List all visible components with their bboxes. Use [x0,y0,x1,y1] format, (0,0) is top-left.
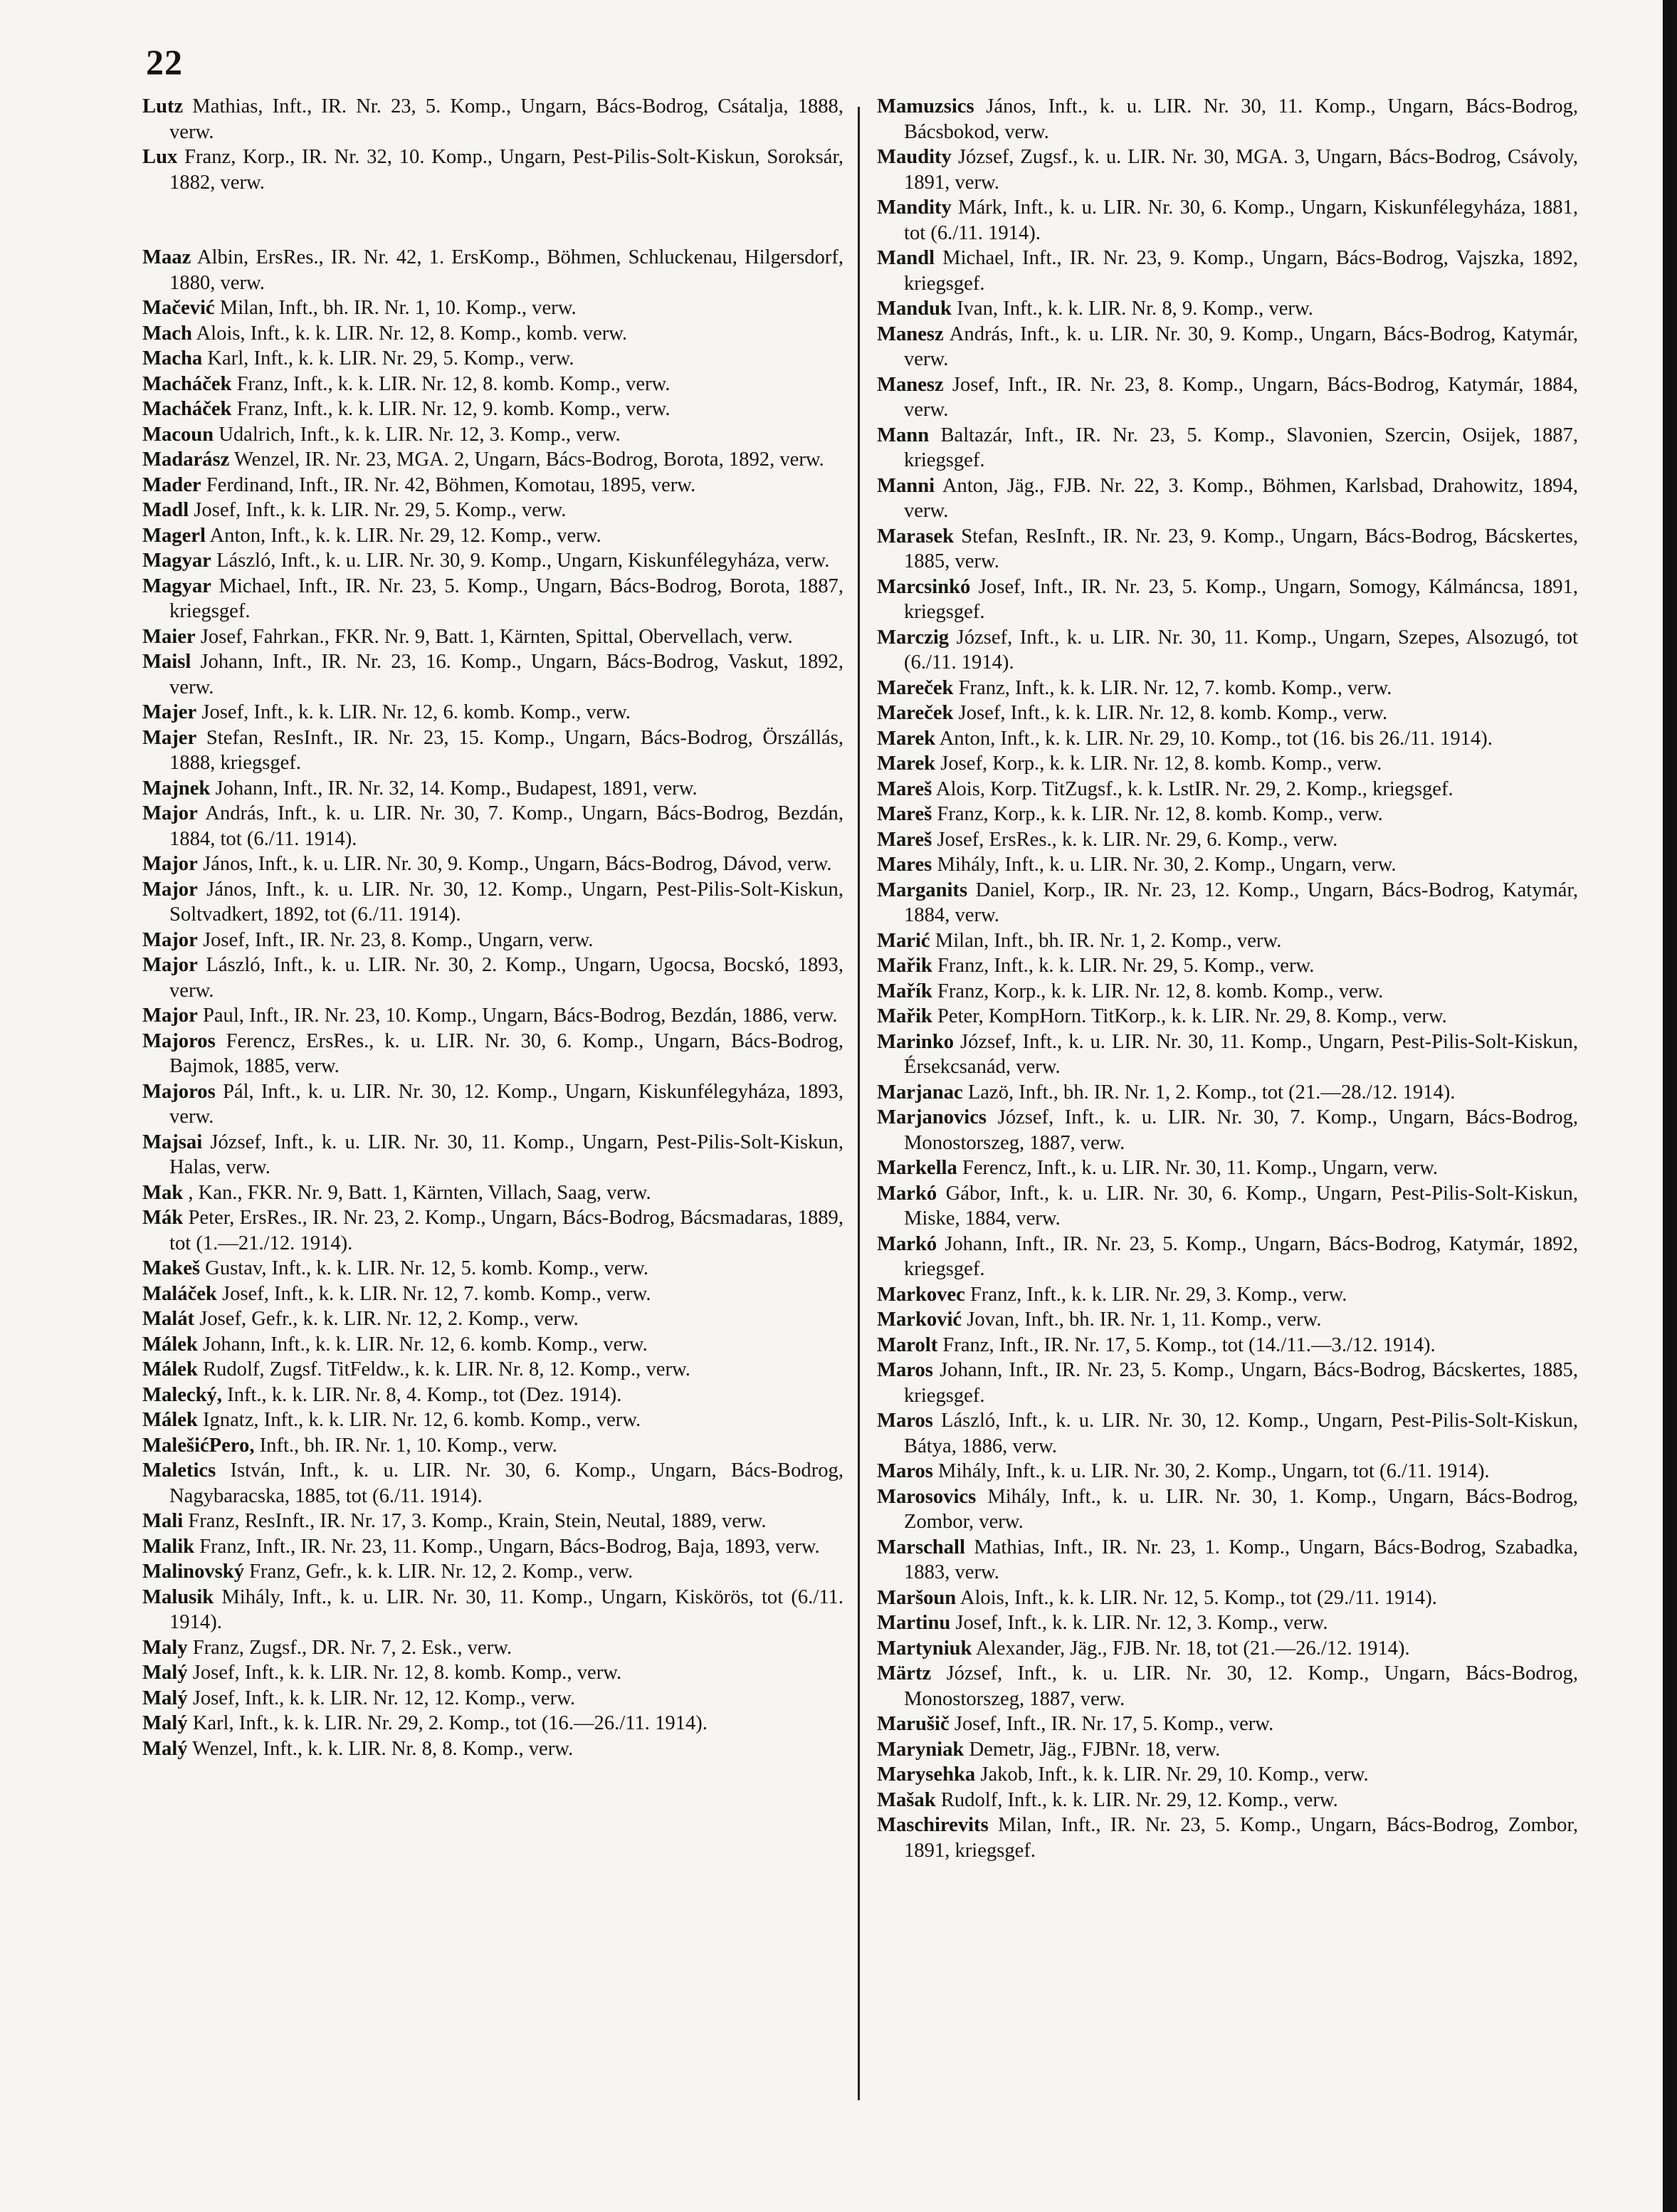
entry-details: Josef, Inft., k. k. LIR. Nr. 12, 3. Komp., verw. [955,1612,1328,1634]
entry-surname: Markella [877,1157,957,1179]
entry-details: Mathias, Inft., IR. Nr. 23, 5. Komp., Ungarn, Bács-Bodrog, Csátalja, 1888, verw. [169,95,843,143]
entry-details: Josef, Inft., k. k. LIR. Nr. 12, 6. komb. Komp., verw. [201,701,631,723]
entry-surname: Majoros [142,1029,216,1052]
entry-details: Alois, Inft., k. k. LIR. Nr. 12, 5. Komp., tot (29./11. 1914). [960,1586,1437,1609]
list-item [142,548,843,574]
list-item [142,523,843,549]
list-item [877,145,1578,195]
entry-details: Inft., bh. IR. Nr. 1, 10. Komp., verw. [259,1434,557,1457]
entry-details: Ferencz, Inft., k. u. LIR. Nr. 30, 11. Komp., Ungarn, verw. [962,1157,1439,1179]
entry-details: Josef, Gefr., k. k. LIR. Nr. 12, 2. Komp., verw. [199,1308,579,1330]
list-item [877,676,1578,701]
entry-details: József, Inft., k. u. LIR. Nr. 30, 12. Komp., Ungarn, Bács-Bodrog, Monostorszeg, 1887, verw. [904,1662,1578,1710]
list-item [142,1660,843,1686]
list-item [877,802,1578,827]
list-item [877,1029,1578,1080]
column-divider [858,107,860,2100]
list-item [142,473,843,498]
entry-surname: Maryniak [877,1738,964,1761]
list-item [877,1585,1578,1611]
entry-surname: Malusik [142,1585,214,1608]
entry-details: Anton, Jäg., FJB. Nr. 22, 3. Komp., Böhmen, Karlsbad, Drahowitz, 1894, verw. [904,474,1578,522]
entry-details: Josef, Fahrkan., FKR. Nr. 9, Batt. 1, Kärnten, Spittal, Obervellach, verw. [200,625,793,648]
entry-surname: Mareš [877,803,932,825]
entry-surname: Mandl [877,247,935,269]
entry-surname: Madarász [142,449,230,471]
list-item [877,1762,1578,1788]
entry-details: Pál, Inft., k. u. LIR. Nr. 30, 12. Komp., Ungarn, Kiskunfélegyháza, 1893, verw. [169,1080,843,1128]
entry-surname: Madl [142,499,189,521]
list-item [877,1408,1578,1459]
entry-surname: Malecký, [142,1383,222,1406]
entry-details: Peter, ErsRes., IR. Nr. 23, 2. Komp., Ungarn, Bács-Bodrog, Bácsmadaras, 1889, tot (1.—21./12. 1914). [169,1207,843,1254]
entry-surname: Marić [877,929,930,952]
list-item [142,372,843,397]
list-item [877,1282,1578,1308]
list-item [877,726,1578,752]
entry-details: Milan, Inft., IR. Nr. 23, 5. Komp., Ungarn, Bács-Bodrog, Zombor, 1891, kriegsgef. [904,1814,1578,1862]
list-item [142,1383,843,1408]
entry-surname: Marek [877,753,936,775]
entry-surname: Mader [142,473,201,496]
list-item [142,649,843,700]
entry-surname: Maier [142,625,196,648]
entry-details: Franz, Inft., k. k. LIR. Nr. 12, 7. komb. Komp., verw. [958,676,1392,699]
entry-surname: Malý [142,1737,188,1760]
list-item [877,878,1578,928]
list-item [877,94,1578,145]
entry-surname: Markó [877,1182,937,1205]
entry-details: Franz, Korp., IR. Nr. 32, 10. Komp., Ungarn, Pest-Pilis-Solt-Kiskun, Soroksár, 1882, verw. [169,146,844,194]
list-item [142,877,843,928]
entry-surname: Majer [142,726,197,749]
entry-details: Franz, ResInft., IR. Nr. 17, 3. Komp., Krain, Stein, Neutal, 1889, verw. [188,1510,767,1532]
entry-details: Udalrich, Inft., k. k. LIR. Nr. 12, 3. Komp., verw. [219,423,621,446]
entry-surname: Mareček [877,676,954,699]
entry-surname: Martinu [877,1612,951,1634]
entry-surname: Marczig [877,626,950,649]
list-item [142,1205,843,1256]
entry-surname: MalešićPero, [142,1434,255,1457]
list-item [142,1180,843,1206]
list-item [142,1585,843,1635]
list-item [877,979,1578,1005]
entry-surname: Maršoun [877,1586,957,1609]
entry-surname: Mák [142,1207,184,1229]
list-item [877,1813,1578,1863]
list-item [142,928,843,953]
entry-details: Franz, Inft., k. k. LIR. Nr. 29, 3. Komp., verw. [970,1283,1347,1306]
entry-details: Michael, Inft., IR. Nr. 23, 9. Komp., Ungarn, Bács-Bodrog, Vajszka, 1892, kriegsgef. [904,247,1578,295]
entry-details: Josef, Inft., IR. Nr. 23, 5. Komp., Ungarn, Somogy, Kálmáncsa, 1891, kriegsgef. [904,575,1579,623]
entry-surname: Manni [877,474,935,497]
entry-details: Ferencz, ErsRes., k. u. LIR. Nr. 30, 6. Komp., Ungarn, Bács-Bodrog, Bajmok, 1885, verw. [169,1029,843,1077]
entry-surname: Málek [142,1333,198,1356]
list-item [142,1357,843,1383]
list-item [877,1788,1578,1813]
list-item [142,1332,843,1358]
list-item [142,1635,843,1661]
list-item [877,575,1578,625]
list-item [877,777,1578,802]
entry-details: László, Inft., k. u. LIR. Nr. 30, 12. Komp., Ungarn, Pest-Pilis-Solt-Kiskun, Bátya, 1886, verw. [904,1410,1578,1457]
entry-surname: Málek [142,1358,198,1380]
list-item [142,1458,843,1509]
entry-surname: Markovec [877,1283,965,1306]
right-column [877,94,1578,1863]
list-item [142,1079,843,1130]
entry-surname: Malát [142,1308,195,1330]
list-item [877,1004,1578,1029]
list-item [877,701,1578,726]
entry-details: Alexander, Jäg., FJB. Nr. 18, tot (21.—26./12. 1914). [976,1637,1410,1660]
entry-details: Milan, Inft., bh. IR. Nr. 1, 10. Komp., verw. [219,297,577,319]
entry-surname: Mann [877,424,930,446]
entry-surname: Málek [142,1409,198,1431]
entry-details: Milan, Inft., bh. IR. Nr. 1, 2. Komp., verw. [935,929,1282,952]
list-item [877,195,1578,246]
entry-details: József, Inft., k. u. LIR. Nr. 30, 11. Komp., Ungarn, Szepes, Alsozugó, tot (6./11. 1914). [904,626,1578,673]
entry-surname: Maros [877,1460,933,1482]
entry-details: Franz, Inft., k. k. LIR. Nr. 12, 9. komb. Komp., verw. [236,398,671,420]
entry-details: András, Inft., k. u. LIR. Nr. 30, 7. Komp., Ungarn, Bács-Bodrog, Bezdán, 1884, tot (6./11. 1914). [169,802,843,850]
entry-surname: Major [142,853,198,875]
entry-details: Wenzel, Inft., k. k. LIR. Nr. 8, 8. Komp., verw. [192,1737,574,1760]
list-item [877,625,1578,676]
list-item [142,422,843,448]
entry-details: Mathias, Inft., IR. Nr. 23, 1. Komp., Ungarn, Bács-Bodrog, Szabadka, 1883, verw. [904,1536,1578,1583]
list-item [877,1712,1578,1737]
entry-surname: Mareš [877,828,932,851]
entry-details: Stefan, ResInft., IR. Nr. 23, 9. Komp., Ungarn, Bács-Bodrog, Bácskertes, 1885, verw. [904,525,1578,572]
entry-details: István, Inft., k. u. LIR. Nr. 30, 6. Komp., Ungarn, Bács-Bodrog, Nagybaracska, 1885, tot (6./11. 1914). [169,1459,843,1507]
entry-details: Rudolf, Zugsf. TitFeldw., k. k. LIR. Nr. 8, 12. Komp., verw. [202,1358,690,1380]
entry-surname: Majsai [142,1131,203,1153]
entry-surname: Mandity [877,196,952,219]
entry-surname: Mašak [877,1788,936,1811]
entry-details: József, Zugsf., k. u. LIR. Nr. 30, MGA. 3, Ungarn, Bács-Bodrog, Csávoly, 1891, verw. [904,146,1578,194]
entry-surname: Makeš [142,1257,201,1279]
entry-details: Alois, Inft., k. k. LIR. Nr. 12, 8. Komp., komb. verw. [196,322,628,345]
list-item [142,1433,843,1459]
list-item [142,776,843,802]
entry-surname: Mařik [877,955,932,977]
entry-surname: Marschall [877,1536,965,1558]
entry-surname: Mareš [877,777,932,800]
entry-details: József, Inft., k. u. LIR. Nr. 30, 11. Komp., Ungarn, Pest-Pilis-Solt-Kiskun, Érsekcsanád, verw. [904,1030,1579,1078]
entry-details: Johann, Inft., k. k. LIR. Nr. 12, 6. komb. Komp., verw. [202,1333,648,1356]
entry-surname: Macháček [142,372,232,395]
entry-details: Josef, Inft., k. k. LIR. Nr. 29, 5. Komp., verw. [194,499,567,521]
entry-surname: Malinovský [142,1561,244,1583]
entry-details: Albin, ErsRes., IR. Nr. 42, 1. ErsKomp., Böhmen, Schluckenau, Hilgersdorf, 1880, verw. [169,246,843,294]
entry-details: Mihály, Inft., k. u. LIR. Nr. 30, 2. Komp., Ungarn, tot (6./11. 1914). [938,1460,1490,1482]
list-item [877,1333,1578,1358]
list-item [142,1029,843,1079]
list-item [877,1484,1578,1535]
entry-surname: Marcsinkó [877,575,971,598]
entry-details: Wenzel, IR. Nr. 23, MGA. 2, Ungarn, Bács-Bodrog, Borota, 1892, verw. [233,449,824,471]
entry-details: Stefan, ResInft., IR. Nr. 23, 15. Komp., Ungarn, Bács-Bodrog, Örszállás, 1888, kriegsgef. [169,726,843,774]
list-item [142,1686,843,1712]
entry-details: Alois, Korp. TitZugsf., k. k. LstIR. Nr. 29, 2. Komp., kriegsgef. [935,777,1453,800]
list-item [142,1003,843,1029]
entry-details: Paul, Inft., IR. Nr. 23, 10. Komp., Ungarn, Bács-Bodrog, Bezdán, 1886, verw. [202,1005,838,1027]
list-item [142,574,843,624]
entry-details: Josef, Inft., IR. Nr. 17, 5. Komp., verw. [954,1713,1274,1735]
list-item [877,1155,1578,1181]
list-item [877,852,1578,878]
entry-details: Josef, Inft., IR. Nr. 23, 8. Komp., Ungarn, verw. [202,928,594,951]
entry-details: Josef, Inft., k. k. LIR. Nr. 12, 12. Komp., verw. [192,1687,576,1709]
list-item [142,1736,843,1762]
entry-details: Johann, Inft., IR. Nr. 23, 16. Komp., Ungarn, Bács-Bodrog, Vaskut, 1892, verw. [169,651,843,698]
entry-details: Demetr, Jäg., FJBNr. 18, verw. [969,1738,1221,1761]
list-item [142,1130,843,1180]
entry-details: András, Inft., k. u. LIR. Nr. 30, 9. Komp., Ungarn, Bács-Bodrog, Katymár, verw. [904,323,1578,370]
entry-details: Márk, Inft., k. u. LIR. Nr. 30, 6. Komp., Ungarn, Kiskunfélegyháza, 1881, tot (6./11. 1914). [904,196,1578,244]
entry-surname: Majoros [142,1080,216,1103]
entry-details: Josef, Inft., k. k. LIR. Nr. 12, 8. komb. Komp., verw. [192,1662,622,1684]
entry-surname: Marušič [877,1713,950,1735]
entry-details: Franz, Korp., k. k. LIR. Nr. 12, 8. komb. Komp., verw. [937,803,1383,825]
entry-surname: Malý [142,1687,188,1709]
entry-surname: Malý [142,1712,188,1734]
list-item [142,1711,843,1736]
entry-details: László, Inft., k. u. LIR. Nr. 30, 2. Komp., Ungarn, Ugocsa, Bocskó, 1893, verw. [169,954,844,1002]
entry-details: Karl, Inft., k. k. LIR. Nr. 29, 2. Komp., tot (16.—26./11. 1914). [192,1712,708,1734]
entry-surname: Marganits [877,879,968,901]
list-item [877,1232,1578,1282]
list-item [877,1459,1578,1484]
list-item [877,1535,1578,1585]
entry-surname: Mach [142,322,192,345]
list-item [877,423,1578,473]
entry-surname: Mařík [877,980,932,1002]
list-item [142,1408,843,1433]
list-item [877,473,1578,524]
list-item [142,397,843,422]
entry-details: Rudolf, Inft., k. k. LIR. Nr. 29, 12. Komp., verw. [940,1788,1338,1811]
list-item [142,624,843,650]
entry-details: Karl, Inft., k. k. LIR. Nr. 29, 5. Komp., verw. [207,347,574,369]
entry-details: Franz, Korp., k. k. LIR. Nr. 12, 8. komb. Komp., verw. [937,980,1384,1002]
entry-surname: Mačević [142,297,215,319]
entry-surname: Markó [877,1232,937,1255]
entry-surname: Martyniuk [877,1637,972,1660]
list-item [142,801,843,851]
entry-details: Inft., k. k. LIR. Nr. 8, 4. Komp., tot (Dez. 1914). [227,1383,622,1406]
list-item [877,296,1578,322]
entry-details: Franz, Inft., k. k. LIR. Nr. 29, 5. Komp., verw. [937,955,1315,977]
entry-surname: Mareček [877,702,954,724]
entry-surname: Maudity [877,146,952,168]
entry-surname: Maaz [142,246,191,268]
entry-surname: Malý [142,1662,188,1684]
entry-surname: Manesz [877,373,944,396]
list-item [877,1636,1578,1662]
list-item [142,447,843,473]
list-item [877,524,1578,575]
list-item [142,295,843,321]
entry-surname: Marinko [877,1030,955,1053]
entry-surname: Macha [142,347,203,369]
entry-details: Jakob, Inft., k. k. LIR. Nr. 29, 10. Komp., verw. [980,1763,1369,1786]
list-item [142,1509,843,1534]
entry-details: Josef, ErsRes., k. k. LIR. Nr. 29, 6. Komp., verw. [937,828,1338,851]
list-item [877,246,1578,296]
entry-details: Josef, Inft., IR. Nr. 23, 8. Komp., Ungarn, Bács-Bodrog, Katymár, 1884, verw. [904,373,1578,421]
list-item [142,498,843,523]
entry-surname: Major [142,954,198,976]
entry-surname: Mamuzsics [877,95,974,117]
entry-surname: Major [142,802,198,824]
entry-details: Josef, Korp., k. k. LIR. Nr. 12, 8. komb. Komp., verw. [940,753,1382,775]
entry-surname: Major [142,1005,198,1027]
entry-details: János, Inft., k. u. LIR. Nr. 30, 11. Komp., Ungarn, Bács-Bodrog, Bácsbokod, verw. [904,95,1578,143]
list-item [877,322,1578,372]
entry-details: Josef, Inft., k. k. LIR. Nr. 12, 7. komb. Komp., verw. [221,1282,651,1305]
entry-surname: Märtz [877,1662,932,1684]
list-item [142,321,843,347]
entry-surname: Majnek [142,777,211,800]
list-item [142,94,843,145]
entry-surname: Marković [877,1309,962,1331]
list-item [142,725,843,776]
list-item [877,1610,1578,1636]
entry-surname: Marjanac [877,1081,963,1104]
entry-details: János, Inft., k. u. LIR. Nr. 30, 12. Komp., Ungarn, Pest-Pilis-Solt-Kiskun, Soltvadkert, 1892, tot (6./11. 1914). [169,878,843,926]
entry-surname: Malik [142,1535,195,1558]
entry-surname: Maschirevits [877,1814,989,1836]
page-edge [1663,0,1677,2212]
list-item [877,751,1578,777]
left-column [142,94,843,1761]
entry-details: Franz, Inft., k. k. LIR. Nr. 12, 8. komb. Komp., verw. [236,372,671,395]
entry-details: Johann, Inft., IR. Nr. 32, 14. Komp., Budapest, 1891, verw. [215,777,698,800]
list-item [142,1281,843,1307]
entry-surname: Marasek [877,525,954,547]
entry-surname: Marek [877,727,936,750]
entry-details: Ferdinand, Inft., IR. Nr. 42, Böhmen, Komotau, 1895, verw. [206,473,696,496]
entry-details: , Kan., FKR. Nr. 9, Batt. 1, Kärnten, Villach, Saag, verw. [188,1181,651,1204]
entry-surname: Mak [142,1181,184,1204]
entry-surname: Manduk [877,298,952,320]
list-item [877,928,1578,954]
entry-surname: Mares [877,854,932,876]
entry-details: Peter, KompHorn. TitKorp., k. k. LIR. Nr. 29, 8. Komp., verw. [937,1005,1447,1027]
entry-details: Mihály, Inft., k. u. LIR. Nr. 30, 11. Komp., Ungarn, Kiskörös, tot (6./11. 1914). [169,1585,844,1633]
list-item [142,245,843,295]
entry-details: Josef, Inft., k. k. LIR. Nr. 12, 8. komb. Komp., verw. [958,702,1388,724]
list-item [877,1358,1578,1408]
entry-details: László, Inft., k. u. LIR. Nr. 30, 9. Komp., Ungarn, Kiskunfélegyháza, verw. [216,550,830,572]
entry-surname: Manesz [877,323,944,345]
entry-surname: Maly [142,1636,188,1659]
list-item [877,372,1578,423]
entry-details: József, Inft., k. u. LIR. Nr. 30, 7. Komp., Ungarn, Bács-Bodrog, Monostorszeg, 1887, verw. [904,1106,1578,1154]
entry-details: Jovan, Inft., bh. IR. Nr. 1, 11. Komp., verw. [967,1309,1322,1331]
entry-surname: Macháček [142,398,232,420]
entry-surname: Marysehka [877,1763,976,1786]
entry-surname: Magyar [142,575,211,597]
entry-surname: Lux [142,146,178,168]
entry-surname: Macoun [142,423,214,446]
entry-details: János, Inft., k. u. LIR. Nr. 30, 9. Komp., Ungarn, Bács-Bodrog, Dávod, verw. [202,853,832,875]
entry-surname: Lutz [142,95,184,117]
entry-details: Michael, Inft., IR. Nr. 23, 5. Komp., Ungarn, Bács-Bodrog, Borota, 1887, kriegsgef. [169,575,843,622]
entry-surname: Magerl [142,524,206,547]
list-item [877,1307,1578,1333]
entry-surname: Marosovics [877,1485,977,1508]
entry-surname: Mali [142,1510,184,1532]
entry-surname: Maros [877,1410,933,1432]
entry-surname: Marolt [877,1333,938,1356]
list-item [142,700,843,725]
list-item [877,1661,1578,1712]
entry-surname: Maláček [142,1282,217,1305]
entry-details: Franz, Gefr., k. k. LIR. Nr. 12, 2. Komp., verw. [249,1561,634,1583]
entry-details: Daniel, Korp., IR. Nr. 23, 12. Komp., Ungarn, Bács-Bodrog, Katymár, 1884, verw. [904,879,1578,926]
list-item [877,1737,1578,1763]
list-item [877,1181,1578,1232]
list-item [142,1306,843,1332]
entry-details: Franz, Inft., IR. Nr. 23, 11. Komp., Ungarn, Bács-Bodrog, Baja, 1893, verw. [199,1535,820,1558]
entry-details: Johann, Inft., IR. Nr. 23, 5. Komp., Ungarn, Bács-Bodrog, Bácskertes, 1885, kriegsgef. [904,1359,1578,1407]
entry-details: Mihály, Inft., k. u. LIR. Nr. 30, 1. Komp., Ungarn, Bács-Bodrog, Zombor, verw. [904,1485,1579,1533]
entry-surname: Maros [877,1359,933,1381]
entry-details: Anton, Inft., k. k. LIR. Nr. 29, 10. Komp., tot (16. bis 26./11. 1914). [939,727,1493,750]
page-number: 22 [146,42,183,82]
entry-details: Lazö, Inft., bh. IR. Nr. 1, 2. Komp., tot (21.—28./12. 1914). [967,1081,1456,1104]
entry-surname: Marjanovics [877,1106,987,1128]
entry-details: Mihály, Inft., k. u. LIR. Nr. 30, 2. Komp., Ungarn, verw. [937,854,1397,876]
entry-details: Gábor, Inft., k. u. LIR. Nr. 30, 6. Komp., Ungarn, Pest-Pilis-Solt-Kiskun, Miske, 1884, verw. [904,1182,1578,1230]
list-item [142,1559,843,1585]
list-item [142,145,843,195]
entry-surname: Major [142,928,198,951]
entry-surname: Major [142,878,198,901]
list-item [877,1105,1578,1155]
entry-details: Ignatz, Inft., k. k. LIR. Nr. 12, 6. komb. Komp., verw. [202,1409,641,1431]
entry-details: Anton, Inft., k. k. LIR. Nr. 29, 12. Komp., verw. [209,524,601,547]
list-item [142,1256,843,1281]
entry-surname: Mařik [877,1005,932,1027]
entry-details: Ivan, Inft., k. k. LIR. Nr. 8, 9. Komp., verw. [957,298,1313,320]
entry-details: Baltazár, Inft., IR. Nr. 23, 5. Komp., Slavonien, Szercin, Osijek, 1887, kriegsgef. [904,424,1578,471]
entry-surname: Maletics [142,1459,216,1482]
list-item [142,953,843,1003]
list-item [877,1080,1578,1106]
entry-surname: Maisl [142,651,191,673]
entry-details: Franz, Inft., IR. Nr. 17, 5. Komp., tot (14./11.—3./12. 1914). [942,1333,1436,1356]
entry-surname: Majer [142,701,197,723]
entry-surname: Magyar [142,550,211,572]
list-item [877,827,1578,853]
list-item [142,346,843,372]
entry-details: József, Inft., k. u. LIR. Nr. 30, 11. Komp., Ungarn, Pest-Pilis-Solt-Kiskun, Halas, verw. [169,1131,844,1178]
entry-details: Franz, Zugsf., DR. Nr. 7, 2. Esk., verw. [192,1636,512,1659]
entry-details: Johann, Inft., IR. Nr. 23, 5. Komp., Ungarn, Bács-Bodrog, Katymár, 1892, kriegsgef. [904,1232,1578,1280]
list-item [877,953,1578,979]
list-item [142,1534,843,1560]
entry-details: Gustav, Inft., k. k. LIR. Nr. 12, 5. komb. Komp., verw. [205,1257,649,1279]
list-item [142,851,843,877]
